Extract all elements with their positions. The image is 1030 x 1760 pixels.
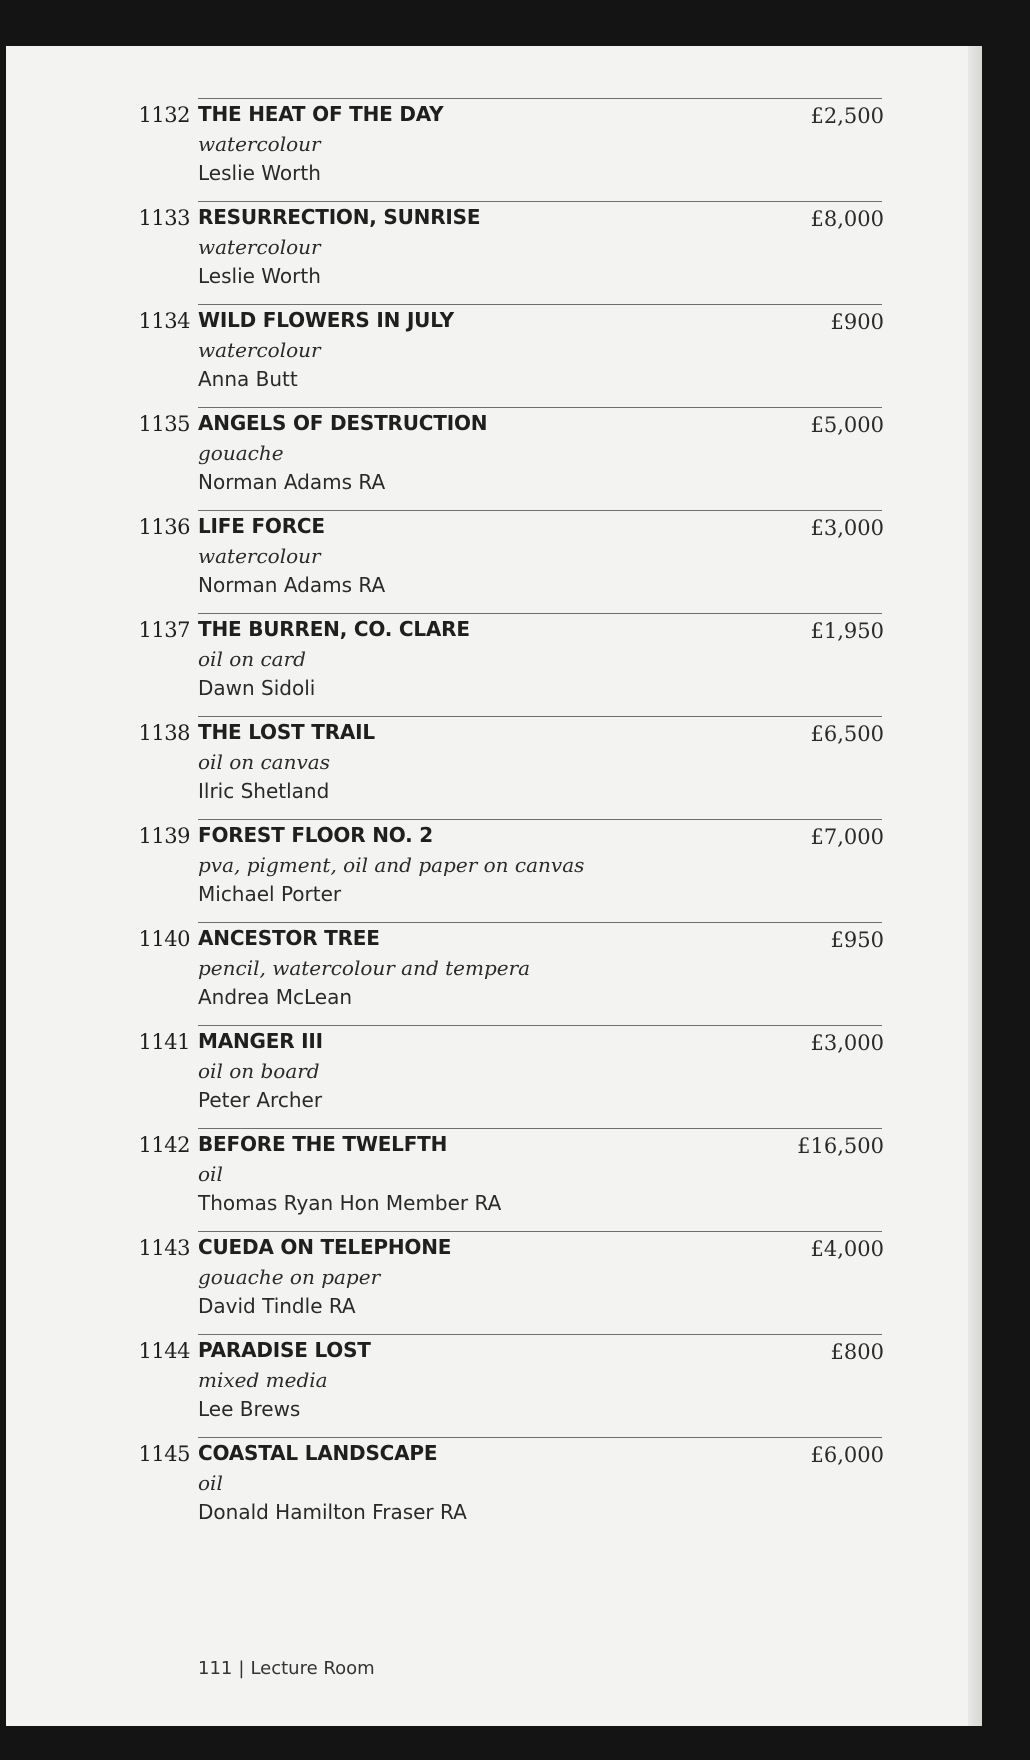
- artwork-medium: watercolour: [198, 132, 321, 156]
- catalogue-entry: [6, 613, 982, 716]
- entry-list: [6, 98, 982, 1540]
- page-number: 111: [198, 1658, 233, 1679]
- catalogue-entry: [6, 510, 982, 613]
- catalogue-entry: [6, 1231, 982, 1334]
- page-footer: [198, 1658, 375, 1679]
- lot-number: 1138: [138, 721, 190, 745]
- artwork-price: £3,000: [810, 516, 884, 540]
- catalogue-entry: [6, 819, 982, 922]
- catalogue-entry: [6, 1025, 982, 1128]
- artwork-price: £16,500: [797, 1134, 884, 1158]
- catalogue-entry: [6, 304, 982, 407]
- artwork-price: £8,000: [810, 207, 884, 231]
- lot-number: 1145: [138, 1442, 190, 1466]
- artwork-title: ANGELS OF DESTRUCTION: [198, 411, 488, 435]
- lot-number: 1142: [138, 1133, 190, 1157]
- artwork-title: PARADISE LOST: [198, 1338, 371, 1362]
- entry-rule: [198, 1334, 882, 1335]
- artist-name: David Tindle RA: [198, 1294, 356, 1318]
- artwork-medium: mixed media: [198, 1368, 328, 1392]
- entry-rule: [198, 1025, 882, 1026]
- entry-rule: [198, 1128, 882, 1129]
- artist-name: Leslie Worth: [198, 264, 321, 288]
- artwork-medium: oil: [198, 1162, 223, 1186]
- artist-name: Michael Porter: [198, 882, 342, 906]
- artist-name: Norman Adams RA: [198, 470, 386, 494]
- artwork-medium: gouache: [198, 441, 284, 465]
- lot-number: 1135: [138, 412, 190, 436]
- entry-rule: [198, 1231, 882, 1232]
- artist-name: Dawn Sidoli: [198, 676, 316, 700]
- catalogue-entry: [6, 1437, 982, 1540]
- artwork-title: COASTAL LANDSCAPE: [198, 1441, 438, 1465]
- lot-number: 1144: [138, 1339, 190, 1363]
- artwork-medium: oil on card: [198, 647, 306, 671]
- artwork-title: THE LOST TRAIL: [198, 720, 375, 744]
- lot-number: 1140: [138, 927, 190, 951]
- lot-number: 1132: [138, 103, 190, 127]
- catalogue-entry: [6, 716, 982, 819]
- artwork-medium: oil on canvas: [198, 750, 330, 774]
- artist-name: Lee Brews: [198, 1397, 301, 1421]
- artwork-medium: pva, pigment, oil and paper on canvas: [198, 853, 585, 877]
- artwork-medium: watercolour: [198, 235, 321, 259]
- catalogue-page: [6, 46, 982, 1726]
- artwork-price: £6,000: [810, 1443, 884, 1467]
- catalogue-entry: [6, 1128, 982, 1231]
- artwork-title: THE BURREN, CO. CLARE: [198, 617, 470, 641]
- artwork-medium: gouache on paper: [198, 1265, 381, 1289]
- entry-rule: [198, 98, 882, 99]
- artist-name: Leslie Worth: [198, 161, 321, 185]
- catalogue-entry: [6, 98, 982, 201]
- artwork-price: £6,500: [810, 722, 884, 746]
- artwork-title: FOREST FLOOR NO. 2: [198, 823, 433, 847]
- entry-rule: [198, 613, 882, 614]
- artwork-price: £800: [830, 1340, 884, 1364]
- artist-name: Peter Archer: [198, 1088, 323, 1112]
- artwork-title: RESURRECTION, SUNRISE: [198, 205, 481, 229]
- artist-name: Andrea McLean: [198, 985, 353, 1009]
- catalogue-entry: [6, 922, 982, 1025]
- artwork-medium: watercolour: [198, 338, 321, 362]
- artist-name: Norman Adams RA: [198, 573, 386, 597]
- artwork-title: THE HEAT OF THE DAY: [198, 102, 444, 126]
- entry-rule: [198, 407, 882, 408]
- catalogue-entry: [6, 407, 982, 510]
- artist-name: Thomas Ryan Hon Member RA: [198, 1191, 502, 1215]
- lot-number: 1139: [138, 824, 190, 848]
- section-name: Lecture Room: [250, 1658, 375, 1679]
- artwork-title: MANGER III: [198, 1029, 323, 1053]
- artwork-price: £3,000: [810, 1031, 884, 1055]
- artist-name: Donald Hamilton Fraser RA: [198, 1500, 467, 1524]
- entry-rule: [198, 201, 882, 202]
- artwork-title: WILD FLOWERS IN JULY: [198, 308, 454, 332]
- entry-rule: [198, 922, 882, 923]
- footer-separator: |: [238, 1658, 245, 1679]
- artwork-price: £5,000: [810, 413, 884, 437]
- catalogue-entry: [6, 201, 982, 304]
- entry-rule: [198, 304, 882, 305]
- artwork-title: CUEDA ON TELEPHONE: [198, 1235, 452, 1259]
- entry-rule: [198, 1437, 882, 1438]
- entry-rule: [198, 510, 882, 511]
- lot-number: 1143: [138, 1236, 190, 1260]
- artwork-price: £2,500: [810, 104, 884, 128]
- artwork-medium: pencil, watercolour and tempera: [198, 956, 531, 980]
- artwork-title: LIFE FORCE: [198, 514, 325, 538]
- catalogue-entry: [6, 1334, 982, 1437]
- artist-name: Ilric Shetland: [198, 779, 330, 803]
- lot-number: 1136: [138, 515, 190, 539]
- lot-number: 1137: [138, 618, 190, 642]
- artwork-title: ANCESTOR TREE: [198, 926, 380, 950]
- lot-number: 1141: [138, 1030, 190, 1054]
- artist-name: Anna Butt: [198, 367, 298, 391]
- artwork-medium: oil: [198, 1471, 223, 1495]
- entry-rule: [198, 819, 882, 820]
- artwork-price: £4,000: [810, 1237, 884, 1261]
- lot-number: 1134: [138, 309, 190, 333]
- entry-rule: [198, 716, 882, 717]
- lot-number: 1133: [138, 206, 190, 230]
- artwork-medium: watercolour: [198, 544, 321, 568]
- artwork-title: BEFORE THE TWELFTH: [198, 1132, 448, 1156]
- artwork-price: £900: [830, 310, 884, 334]
- artwork-price: £950: [830, 928, 884, 952]
- artwork-price: £1,950: [810, 619, 884, 643]
- artwork-price: £7,000: [810, 825, 884, 849]
- artwork-medium: oil on board: [198, 1059, 320, 1083]
